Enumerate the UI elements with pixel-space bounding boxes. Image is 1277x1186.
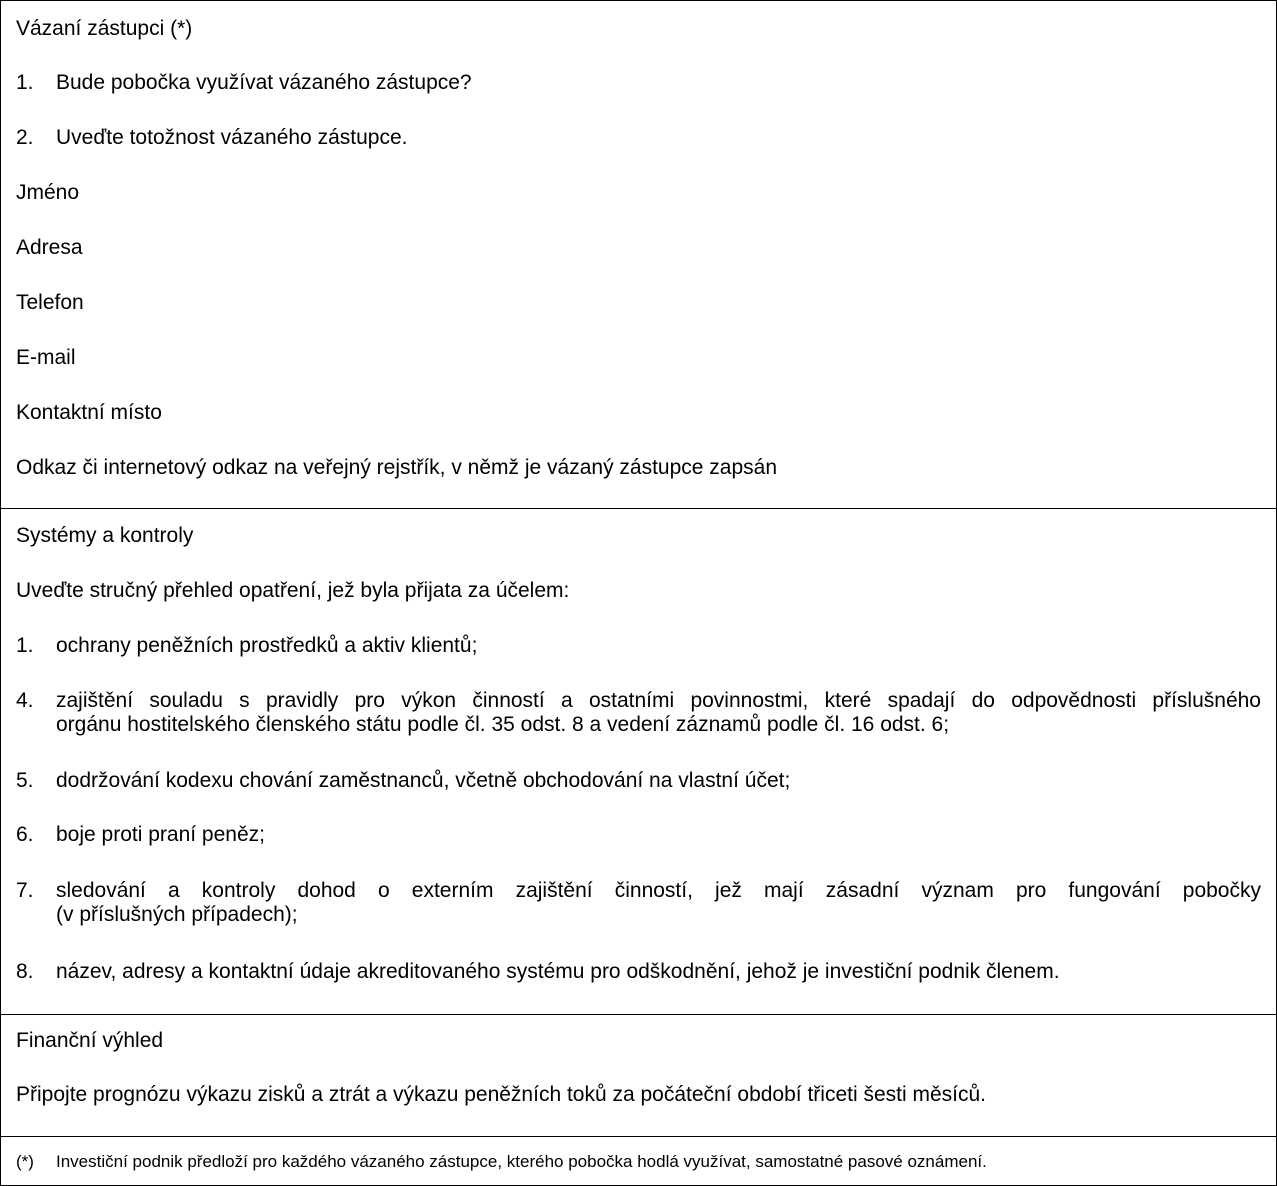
- field-label-contact-point: Kontaktní místo: [16, 401, 162, 424]
- section-heading: Vázaní zástupci (*): [16, 17, 193, 40]
- section-financial-outlook: [1, 1015, 1276, 1137]
- item-text: orgánu hostitelského členského státu podle čl. 35 odst. 8 a vedení záznamů podle čl. 16 odst. 6;: [56, 713, 950, 736]
- footnote-text: Investiční podnik předloží pro každého vázaného zástupce, kterého pobočka hodlá využívat, samostatné pasové oznámení.: [56, 1152, 987, 1171]
- item-text: Bude pobočka využívat vázaného zástupce?: [56, 71, 472, 94]
- section-systems-controls: [1, 509, 1276, 1015]
- footnote-mark: (*): [16, 1152, 34, 1171]
- item-number: 5.: [16, 769, 34, 792]
- item-number: 2.: [16, 126, 34, 149]
- list-item: [16, 634, 1261, 658]
- item-text: (v příslušných případech);: [56, 903, 298, 926]
- list-item: [16, 879, 1261, 927]
- item-text: název, adresy a kontaktní údaje akreditovaného systému pro odškodnění, jehož je investiční podnik členem.: [56, 960, 1060, 983]
- section-tied-agents: [1, 1, 1276, 509]
- field-label-email: E-mail: [16, 346, 76, 369]
- item-text: sledování a kontroly dohod o externím zajištění činností, jež mají zásadní význam pro fungování pobočky: [56, 879, 1261, 902]
- footnote: [1, 1137, 1276, 1185]
- section-heading: Systémy a kontroly: [16, 524, 194, 547]
- item-text: dodržování kodexu chování zaměstnanců, včetně obchodování na vlastní účet;: [56, 769, 791, 792]
- section-intro: Uveďte stručný přehled opatření, jež byla přijata za účelem:: [16, 579, 570, 602]
- item-text: zajištění souladu s pravidly pro výkon činností a ostatními povinnostmi, které spadají do odpovědnosti příslušného: [56, 689, 1261, 712]
- field-label-address: Adresa: [16, 236, 83, 259]
- list-item: [16, 960, 1261, 984]
- item-text: boje proti praní peněz;: [56, 823, 265, 846]
- list-item: [16, 769, 1261, 793]
- list-item: [16, 126, 1261, 150]
- list-item: [16, 823, 1261, 847]
- item-number: 7.: [16, 879, 34, 902]
- field-label-name: Jméno: [16, 181, 80, 204]
- field-label-register-link: Odkaz či internetový odkaz na veřejný rejstřík, v němž je vázaný zástupce zapsán: [16, 456, 778, 479]
- item-text: ochrany peněžních prostředků a aktiv klientů;: [56, 634, 478, 657]
- item-number: 1.: [16, 71, 34, 94]
- item-number: 8.: [16, 960, 34, 983]
- item-number: 1.: [16, 634, 34, 657]
- item-text: Uveďte totožnost vázaného zástupce.: [56, 126, 408, 149]
- list-item: [16, 71, 1261, 95]
- field-label-phone: Telefon: [16, 291, 84, 314]
- item-number: 6.: [16, 823, 34, 846]
- item-number: 4.: [16, 689, 34, 712]
- section-text: Připojte prognózu výkazu zisků a ztrát a výkazu peněžních toků za počáteční období třiceti šesti měsíců.: [16, 1083, 986, 1106]
- section-heading: Finanční výhled: [16, 1029, 164, 1052]
- list-item: [16, 689, 1261, 737]
